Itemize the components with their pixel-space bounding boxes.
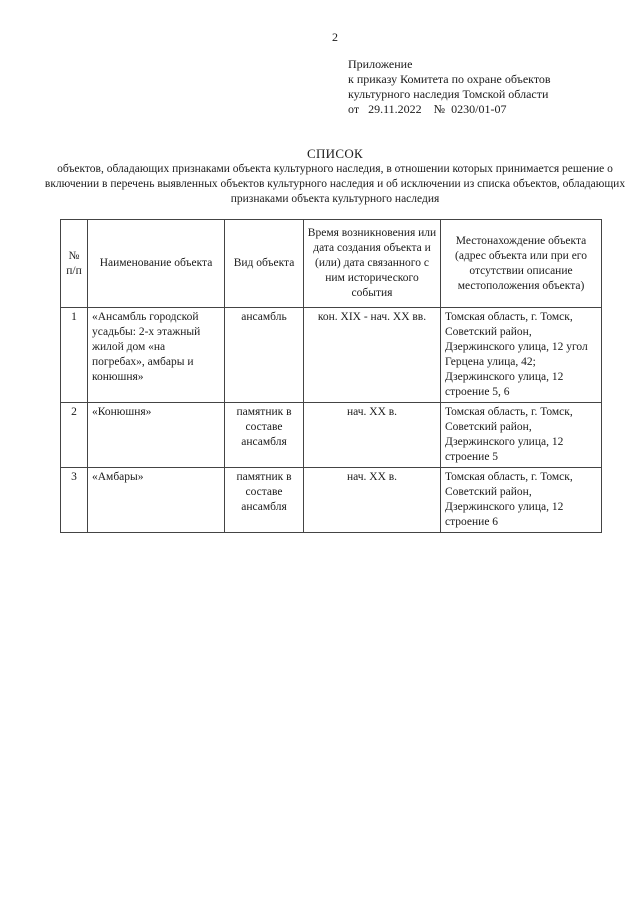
appendix-committee-line: культурного наследия Томской области [348,87,549,101]
row-name: «Амбары» [88,468,225,533]
row-time: нач. XX в. [304,403,441,468]
appendix-title: Приложение [348,57,413,71]
page-number: 2 [332,30,338,44]
header-time: Время возникновения или дата создания объекта и (или) дата связанного с ним исторического события [304,220,441,308]
row-time: нач. XX в. [304,468,441,533]
row-kind: памятник в составе ансамбля [225,403,304,468]
row-name: «Конюшня» [88,403,225,468]
order-date: 29.11.2022 [368,102,422,116]
number-prefix: № [433,102,446,116]
row-num: 2 [61,403,88,468]
date-prefix: от [348,102,360,116]
row-num: 3 [61,468,88,533]
row-name: «Ансамбль городской усадьбы: 2-х этажный жилой дом «на погребах», амбары и конюшня» [88,308,225,403]
table-row [61,308,602,403]
row-kind: ансамбль [225,308,304,403]
row-kind: памятник в составе ансамбля [225,468,304,533]
appendix-header [348,57,628,117]
order-date-number [348,102,628,117]
document-title: СПИСОК [307,146,363,161]
row-location: Томская область, г. Томск, Советский район, Дзержинского улица, 12 угол Герцена улица, 42; Дзержинского улица, 12 строение 5, 6 [441,308,602,403]
order-number: 0230/01-07 [451,102,507,116]
appendix-order-line: к приказу Комитета по охране объектов [348,72,551,86]
header-num: № п/п [61,220,88,308]
table-row [61,403,602,468]
header-location: Местонахождение объекта (адрес объекта или при его отсутствии описание местоположения объекта) [441,220,602,308]
row-num: 1 [61,308,88,403]
row-time: кон. XIX - нач. XX вв. [304,308,441,403]
document-subtitle: объектов, обладающих признаками объекта культурного наследия, в отношении которых принимается решение о включении в перечень выявленных объектов культурного наследия и об исключении из списка объектов, обладающих признаками объекта культурного наследия [44,163,626,205]
row-location: Томская область, г. Томск, Советский район, Дзержинского улица, 12 строение 6 [441,468,602,533]
header-name: Наименование объекта [88,220,225,308]
objects-table [60,219,602,533]
row-location: Томская область, г. Томск, Советский район, Дзержинского улица, 12 строение 5 [441,403,602,468]
header-kind: Вид объекта [225,220,304,308]
table-row [61,468,602,533]
table-header-row [61,220,602,308]
